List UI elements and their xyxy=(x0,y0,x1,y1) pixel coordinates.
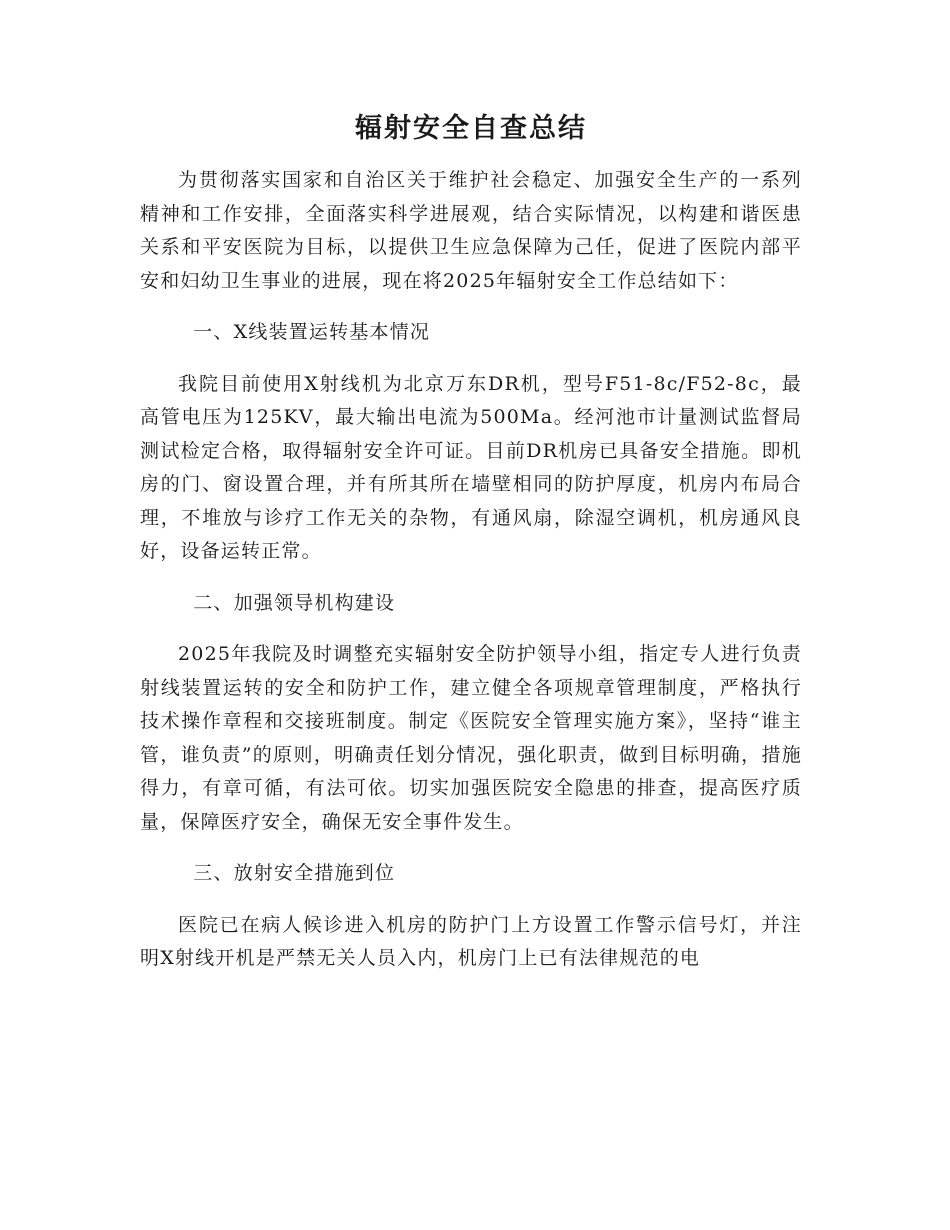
section-body-1: 我院目前使用X射线机为北京万东DR机，型号F51-8c/F52-8c，最高管电压为125KV，最大输出电流为500Ma。经河池市计量测试监督局测试检定合格，取得辐射安全许可证。目前DR机房已具备安全措施。即机房的门、窗设置合理，并有所其所在墙壁相同的防护厚度，机房内布局合理，不堆放与诊疗工作无关的杂物，有通风扇，除湿空调机，机房通风良好，设备运转正常。 xyxy=(140,372,802,562)
document-title: 辐射安全自查总结 xyxy=(355,113,587,144)
section-body-3: 医院已在病人候诊进入机房的防护门上方设置工作警示信号灯，并注明X射线开机是严禁无关人员入内，机房门上已有法律规范的电 xyxy=(140,913,802,969)
intro-paragraph: 为贯彻落实国家和自治区关于维护社会稳定、加强安全生产的一系列精神和工作安排，全面落实科学进展观，结合实际情况，以构建和谐医患关系和平安医院为目标，以提供卫生应急保障为己任，促进了医院内部平安和妇幼卫生事业的进展，现在将2025年辐射安全工作总结如下： xyxy=(140,169,802,292)
section-heading-2: 二、加强领导机构建设 xyxy=(193,591,396,614)
section-body-2: 2025年我院及时调整充实辐射安全防护领导小组，指定专人进行负责射线装置运转的安全和防护工作，建立健全各项规章管理制度，严格执行技术操作章程和交接班制度。制定《医院安全管理实施方案》，坚持“谁主管，谁负责”的原则，明确责任划分情况，强化职责，做到目标明确，措施得力，有章可循，有法可依。切实加强医院安全隐患的排查，提高医疗质量，保障医疗安全，确保无安全事件发生。 xyxy=(140,643,802,833)
section-heading-3: 三、放射安全措施到位 xyxy=(193,862,396,884)
section-heading-1: 一、X线装置运转基本情况 xyxy=(193,321,431,343)
